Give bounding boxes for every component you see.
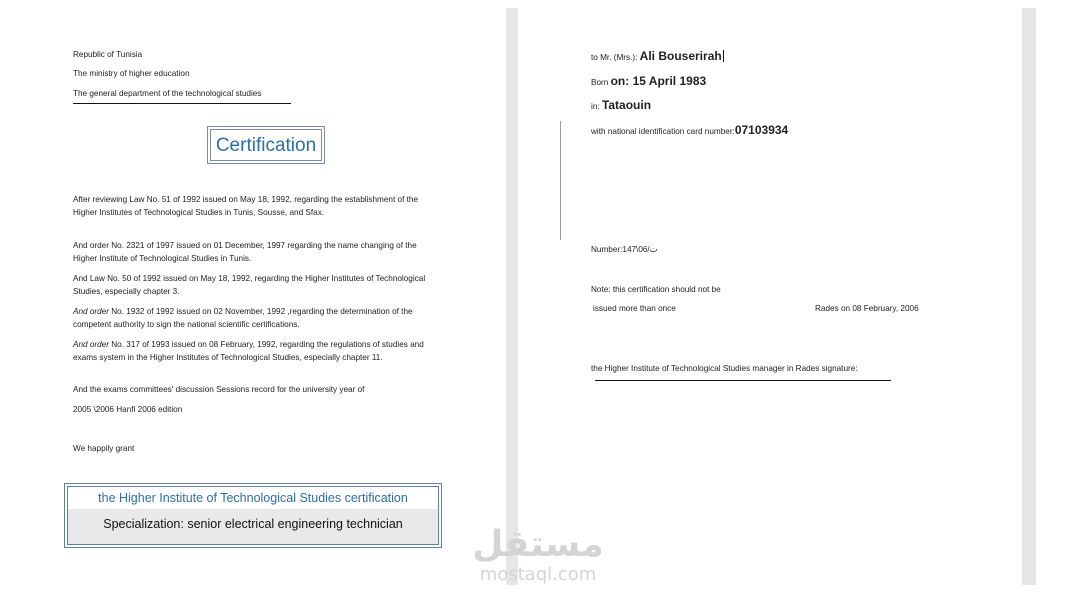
paragraph-order-1932: [73, 306, 438, 331]
paragraph-law-51: [73, 194, 438, 219]
in-label: in:: [591, 102, 602, 111]
paragraph-text: And Law No. 50 of 1992 issued on May 18, 1992, regarding the Higher Institutes of Technological Studies, especially chapter 3.: [73, 274, 426, 296]
id-card-number: 07103934: [734, 123, 789, 137]
grant-line: We happily grant: [73, 444, 135, 453]
margin-line: [560, 121, 561, 240]
document-page-left: [0, 0, 506, 602]
exams-line-1: And the exams committees' discussion Sessions record for the university year of: [73, 385, 365, 394]
paragraph-prefix: And order: [73, 340, 109, 349]
paragraph-text: And order No. 2321 of 1997 issued on 01 December, 1997 regarding the name changing of the Higher Institute of Technological Studies in Tunis.: [73, 241, 417, 263]
note-line-2: issued more than once: [593, 304, 676, 313]
header-underline: [73, 103, 291, 104]
issue-date: Rades on 08 February, 2006: [815, 304, 919, 313]
specialization-text: Specialization: senior electrical engineering technician: [103, 517, 403, 531]
id-card-line: [591, 124, 788, 139]
paragraph-order-2321: [73, 240, 438, 265]
certification-title: Certification: [210, 129, 322, 161]
birth-date: on: 15 April 1983: [610, 74, 707, 88]
watermark-arabic: مستقل: [472, 524, 604, 565]
paragraph-law-50: [73, 273, 438, 298]
signature-label: the Higher Institute of Technological Studies manager in Rades signature:: [591, 364, 858, 373]
page-gutter: [506, 8, 518, 585]
grant-box-inner: [67, 486, 439, 545]
header-ministry: The ministry of higher education: [73, 69, 190, 78]
header-country: Republic of Tunisia: [73, 50, 143, 59]
paragraph-text: After reviewing Law No. 51 of 1992 issued on May 18, 1992, regarding the establishment of the Higher Institutes of Technological Studies in Tunis, Sousse, and Sfax.: [73, 195, 418, 217]
exams-line-2: 2005 \2006 Hanfi 2006 edition: [73, 405, 183, 414]
header-department: The general department of the technological studies: [73, 89, 262, 98]
text-cursor: [723, 50, 724, 62]
paragraph-text: No. 317 of 1993 issued on 08 February, 1992, regarding the regulations of studies and exams system in the Higher Institutes of Technological Studies, especially chapter 11.: [73, 340, 424, 362]
recipient-name-line: [591, 50, 724, 65]
note-line-1: Note: this certification should not be: [591, 285, 721, 294]
certification-title-box: [207, 126, 325, 164]
id-card-label: with national identification card number:: [591, 127, 735, 136]
watermark-latin: mostaql.com: [479, 564, 597, 585]
paragraph-prefix: And order: [73, 307, 109, 316]
birth-place: Tataouin: [601, 98, 652, 112]
mostaql-watermark: [468, 525, 613, 589]
paragraph-order-317: [73, 339, 438, 364]
signature-underline: [595, 380, 891, 381]
born-label: Born: [591, 78, 611, 87]
birth-place-line: [591, 99, 651, 114]
page-gutter-right: [1022, 8, 1036, 585]
birth-date-line: [591, 75, 706, 90]
grant-box-title: the Higher Institute of Technological Studies certification: [98, 491, 408, 505]
paragraph-text: No. 1932 of 1992 issued on 02 November, 1992 ,regarding the determination of the competent authority to sign the national scientific certifications.: [73, 307, 413, 329]
document-page-right: [518, 0, 1022, 602]
certification-grant-box: [64, 483, 442, 548]
recipient-to-label: to Mr. (Mrs.):: [591, 53, 640, 62]
certificate-number: Number:147\06/ت: [591, 245, 658, 254]
recipient-name: Ali Bouserirah: [639, 49, 722, 63]
